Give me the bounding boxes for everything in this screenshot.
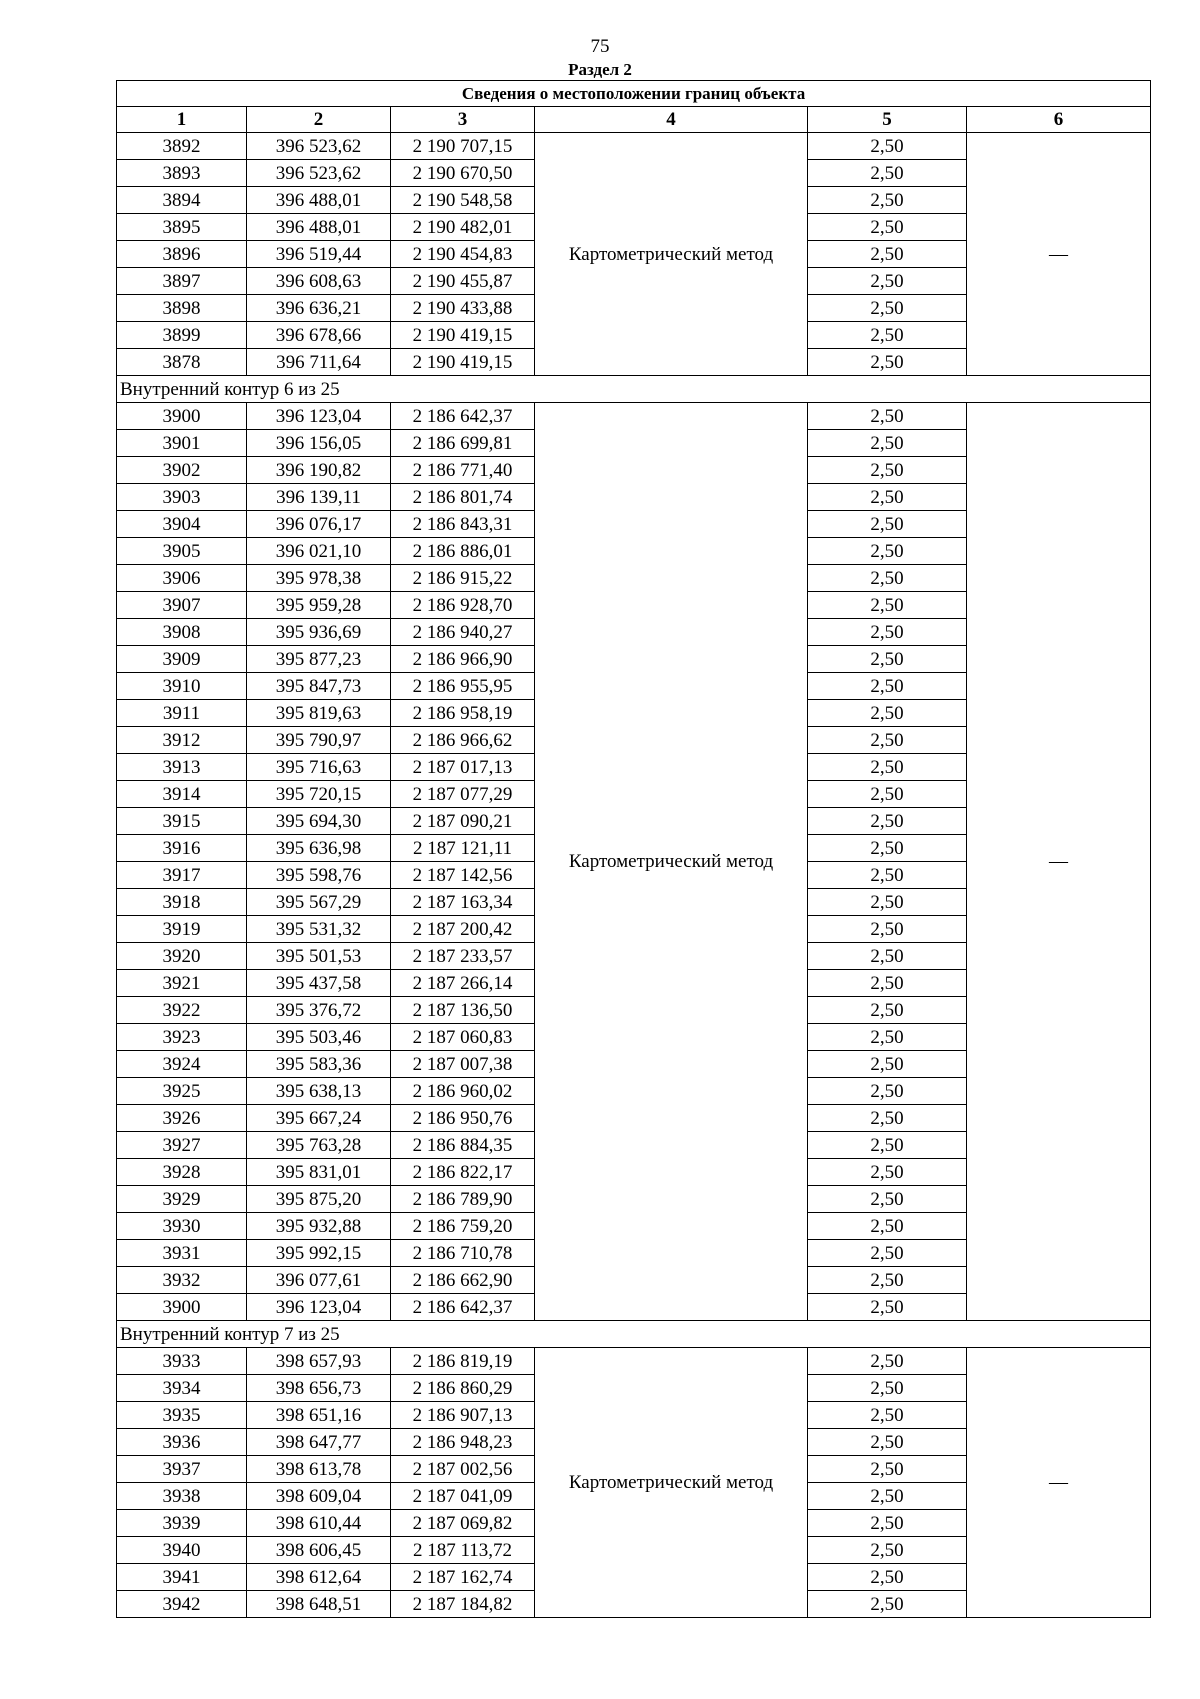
coordinate-x: 395 932,88 [247, 1213, 391, 1240]
point-number: 3909 [117, 646, 247, 673]
coordinate-y: 2 190 670,50 [391, 160, 535, 187]
method-cell: Картометрический метод [535, 133, 808, 376]
coordinate-x: 396 523,62 [247, 133, 391, 160]
point-number: 3899 [117, 322, 247, 349]
point-number: 3920 [117, 943, 247, 970]
coordinate-x: 398 657,93 [247, 1348, 391, 1375]
coordinate-x: 396 123,04 [247, 403, 391, 430]
coordinate-y: 2 187 136,50 [391, 997, 535, 1024]
coordinate-y: 2 186 819,19 [391, 1348, 535, 1375]
point-number: 3915 [117, 808, 247, 835]
coordinate-x: 395 667,24 [247, 1105, 391, 1132]
method-cell: Картометрический метод [535, 1348, 808, 1618]
coordinate-y: 2 186 801,74 [391, 484, 535, 511]
coordinate-x: 396 139,11 [247, 484, 391, 511]
contour-label: Внутренний контур 7 из 25 [117, 1321, 1151, 1348]
accuracy-value: 2,50 [808, 160, 967, 187]
coordinate-y: 2 190 548,58 [391, 187, 535, 214]
coordinate-x: 398 612,64 [247, 1564, 391, 1591]
point-number: 3932 [117, 1267, 247, 1294]
point-number: 3894 [117, 187, 247, 214]
point-number: 3931 [117, 1240, 247, 1267]
coordinate-x: 396 678,66 [247, 322, 391, 349]
accuracy-value: 2,50 [808, 1294, 967, 1321]
point-number: 3935 [117, 1402, 247, 1429]
accuracy-value: 2,50 [808, 1537, 967, 1564]
coordinate-x: 396 711,64 [247, 349, 391, 376]
coordinate-x: 395 959,28 [247, 592, 391, 619]
column-header-4: 4 [535, 107, 808, 133]
accuracy-value: 2,50 [808, 1402, 967, 1429]
point-number: 3907 [117, 592, 247, 619]
coordinate-y: 2 186 642,37 [391, 403, 535, 430]
coordinate-y: 2 187 233,57 [391, 943, 535, 970]
accuracy-value: 2,50 [808, 511, 967, 538]
coordinate-y: 2 190 433,88 [391, 295, 535, 322]
point-number: 3900 [117, 403, 247, 430]
coordinate-x: 398 606,45 [247, 1537, 391, 1564]
coordinate-y: 2 186 642,37 [391, 1294, 535, 1321]
coordinate-y: 2 187 163,34 [391, 889, 535, 916]
point-number: 3904 [117, 511, 247, 538]
point-number: 3913 [117, 754, 247, 781]
point-number: 3927 [117, 1132, 247, 1159]
column-header-5: 5 [808, 107, 967, 133]
coordinate-x: 398 656,73 [247, 1375, 391, 1402]
coordinate-y: 2 187 090,21 [391, 808, 535, 835]
accuracy-value: 2,50 [808, 700, 967, 727]
accuracy-value: 2,50 [808, 1456, 967, 1483]
accuracy-value: 2,50 [808, 943, 967, 970]
accuracy-value: 2,50 [808, 1267, 967, 1294]
coordinate-y: 2 187 200,42 [391, 916, 535, 943]
point-number: 3896 [117, 241, 247, 268]
point-number: 3921 [117, 970, 247, 997]
table-row [117, 1348, 1151, 1375]
coordinate-x: 396 636,21 [247, 295, 391, 322]
coordinate-x: 395 503,46 [247, 1024, 391, 1051]
coordinate-x: 395 720,15 [247, 781, 391, 808]
coordinate-y: 2 186 966,62 [391, 727, 535, 754]
coordinate-x: 395 877,23 [247, 646, 391, 673]
point-number: 3908 [117, 619, 247, 646]
coordinate-y: 2 186 662,90 [391, 1267, 535, 1294]
coordinate-y: 2 186 955,95 [391, 673, 535, 700]
coordinate-x: 395 583,36 [247, 1051, 391, 1078]
point-number: 3942 [117, 1591, 247, 1618]
accuracy-value: 2,50 [808, 997, 967, 1024]
accuracy-value: 2,50 [808, 1186, 967, 1213]
point-number: 3919 [117, 916, 247, 943]
accuracy-value: 2,50 [808, 430, 967, 457]
coordinate-x: 395 978,38 [247, 565, 391, 592]
coordinate-x: 395 531,32 [247, 916, 391, 943]
column-header-2: 2 [247, 107, 391, 133]
accuracy-value: 2,50 [808, 1429, 967, 1456]
point-number: 3918 [117, 889, 247, 916]
coordinate-y: 2 186 884,35 [391, 1132, 535, 1159]
point-number: 3900 [117, 1294, 247, 1321]
point-number: 3923 [117, 1024, 247, 1051]
accuracy-value: 2,50 [808, 538, 967, 565]
coordinate-x: 395 790,97 [247, 727, 391, 754]
coordinate-y: 2 187 162,74 [391, 1564, 535, 1591]
coordinate-y: 2 190 454,83 [391, 241, 535, 268]
coordinate-y: 2 186 771,40 [391, 457, 535, 484]
accuracy-value: 2,50 [808, 889, 967, 916]
coordinate-x: 398 610,44 [247, 1510, 391, 1537]
point-number: 3895 [117, 214, 247, 241]
boundary-coordinates-table [116, 80, 1151, 1618]
coordinate-x: 395 875,20 [247, 1186, 391, 1213]
coordinate-y: 2 186 843,31 [391, 511, 535, 538]
coordinate-x: 395 831,01 [247, 1159, 391, 1186]
coordinate-y: 2 190 455,87 [391, 268, 535, 295]
accuracy-value: 2,50 [808, 835, 967, 862]
accuracy-value: 2,50 [808, 1051, 967, 1078]
coordinate-y: 2 186 958,19 [391, 700, 535, 727]
point-number: 3926 [117, 1105, 247, 1132]
accuracy-value: 2,50 [808, 1510, 967, 1537]
point-number: 3901 [117, 430, 247, 457]
coordinate-y: 2 187 041,09 [391, 1483, 535, 1510]
coordinate-y: 2 186 860,29 [391, 1375, 535, 1402]
point-number: 3906 [117, 565, 247, 592]
accuracy-value: 2,50 [808, 322, 967, 349]
point-number: 3912 [117, 727, 247, 754]
coordinate-y: 2 187 142,56 [391, 862, 535, 889]
section-title: Раздел 2 [568, 60, 632, 79]
point-number: 3903 [117, 484, 247, 511]
coordinate-y: 2 190 482,01 [391, 214, 535, 241]
coordinate-x: 395 636,98 [247, 835, 391, 862]
column-header-6: 6 [967, 107, 1151, 133]
coordinate-y: 2 186 699,81 [391, 430, 535, 457]
coordinate-y: 2 190 419,15 [391, 349, 535, 376]
point-number: 3924 [117, 1051, 247, 1078]
coordinate-y: 2 187 184,82 [391, 1591, 535, 1618]
coordinate-x: 396 076,17 [247, 511, 391, 538]
coordinate-x: 396 156,05 [247, 430, 391, 457]
page-number: 75 [590, 36, 610, 57]
accuracy-value: 2,50 [808, 1024, 967, 1051]
coordinate-y: 2 186 789,90 [391, 1186, 535, 1213]
accuracy-value: 2,50 [808, 673, 967, 700]
accuracy-value: 2,50 [808, 1591, 967, 1618]
accuracy-value: 2,50 [808, 646, 967, 673]
coordinate-x: 395 819,63 [247, 700, 391, 727]
point-number: 3916 [117, 835, 247, 862]
contour-label: Внутренний контур 6 из 25 [117, 376, 1151, 403]
coordinate-x: 398 647,77 [247, 1429, 391, 1456]
accuracy-value: 2,50 [808, 403, 967, 430]
point-number: 3930 [117, 1213, 247, 1240]
coordinate-x: 395 716,63 [247, 754, 391, 781]
coordinate-y: 2 186 960,02 [391, 1078, 535, 1105]
coordinate-y: 2 186 928,70 [391, 592, 535, 619]
accuracy-value: 2,50 [808, 1375, 967, 1402]
coordinate-y: 2 186 710,78 [391, 1240, 535, 1267]
coordinate-x: 398 651,16 [247, 1402, 391, 1429]
accuracy-value: 2,50 [808, 457, 967, 484]
coordinate-x: 396 523,62 [247, 160, 391, 187]
coordinate-x: 395 638,13 [247, 1078, 391, 1105]
coordinate-y: 2 187 121,11 [391, 835, 535, 862]
point-number: 3893 [117, 160, 247, 187]
coordinate-x: 395 376,72 [247, 997, 391, 1024]
coordinate-x: 395 763,28 [247, 1132, 391, 1159]
coordinate-y: 2 186 907,13 [391, 1402, 535, 1429]
method-cell: Картометрический метод [535, 403, 808, 1321]
point-number: 3878 [117, 349, 247, 376]
accuracy-value: 2,50 [808, 349, 967, 376]
accuracy-value: 2,50 [808, 754, 967, 781]
accuracy-value: 2,50 [808, 1348, 967, 1375]
coordinate-x: 398 609,04 [247, 1483, 391, 1510]
coordinate-x: 396 190,82 [247, 457, 391, 484]
point-number: 3914 [117, 781, 247, 808]
accuracy-value: 2,50 [808, 781, 967, 808]
column-header-row [117, 107, 1151, 133]
table-row [117, 133, 1151, 160]
column-header-1: 1 [117, 107, 247, 133]
coordinate-y: 2 186 948,23 [391, 1429, 535, 1456]
accuracy-value: 2,50 [808, 619, 967, 646]
contour-header-row [117, 1321, 1151, 1348]
coordinate-x: 395 694,30 [247, 808, 391, 835]
coordinate-y: 2 186 966,90 [391, 646, 535, 673]
accuracy-value: 2,50 [808, 970, 967, 997]
column-6-dash: — [967, 403, 1151, 1321]
accuracy-value: 2,50 [808, 916, 967, 943]
coordinate-x: 396 608,63 [247, 268, 391, 295]
table-body [117, 81, 1151, 1618]
coordinate-x: 396 488,01 [247, 214, 391, 241]
point-number: 3922 [117, 997, 247, 1024]
point-number: 3939 [117, 1510, 247, 1537]
point-number: 3934 [117, 1375, 247, 1402]
point-number: 3902 [117, 457, 247, 484]
column-6-dash: — [967, 1348, 1151, 1618]
table-title-row [117, 81, 1151, 107]
accuracy-value: 2,50 [808, 592, 967, 619]
table-row [117, 403, 1151, 430]
accuracy-value: 2,50 [808, 295, 967, 322]
coordinate-x: 398 613,78 [247, 1456, 391, 1483]
coordinate-x: 396 123,04 [247, 1294, 391, 1321]
coordinate-y: 2 187 017,13 [391, 754, 535, 781]
point-number: 3925 [117, 1078, 247, 1105]
accuracy-value: 2,50 [808, 1213, 967, 1240]
point-number: 3928 [117, 1159, 247, 1186]
coordinate-x: 395 598,76 [247, 862, 391, 889]
point-number: 3929 [117, 1186, 247, 1213]
accuracy-value: 2,50 [808, 241, 967, 268]
coordinate-x: 396 077,61 [247, 1267, 391, 1294]
point-number: 3911 [117, 700, 247, 727]
coordinate-y: 2 187 007,38 [391, 1051, 535, 1078]
accuracy-value: 2,50 [808, 565, 967, 592]
coordinate-x: 395 847,73 [247, 673, 391, 700]
coordinate-x: 395 567,29 [247, 889, 391, 916]
point-number: 3941 [117, 1564, 247, 1591]
point-number: 3905 [117, 538, 247, 565]
coordinate-y: 2 187 077,29 [391, 781, 535, 808]
coordinate-y: 2 187 113,72 [391, 1537, 535, 1564]
coordinate-x: 395 936,69 [247, 619, 391, 646]
coordinate-x: 396 488,01 [247, 187, 391, 214]
coordinate-x: 396 519,44 [247, 241, 391, 268]
contour-header-row [117, 376, 1151, 403]
accuracy-value: 2,50 [808, 187, 967, 214]
point-number: 3938 [117, 1483, 247, 1510]
coordinate-x: 395 501,53 [247, 943, 391, 970]
point-number: 3898 [117, 295, 247, 322]
coordinate-y: 2 187 002,56 [391, 1456, 535, 1483]
point-number: 3940 [117, 1537, 247, 1564]
accuracy-value: 2,50 [808, 1564, 967, 1591]
accuracy-value: 2,50 [808, 1159, 967, 1186]
accuracy-value: 2,50 [808, 214, 967, 241]
coordinate-x: 396 021,10 [247, 538, 391, 565]
accuracy-value: 2,50 [808, 268, 967, 295]
coordinate-y: 2 186 940,27 [391, 619, 535, 646]
accuracy-value: 2,50 [808, 1105, 967, 1132]
column-header-3: 3 [391, 107, 535, 133]
point-number: 3933 [117, 1348, 247, 1375]
accuracy-value: 2,50 [808, 1240, 967, 1267]
accuracy-value: 2,50 [808, 133, 967, 160]
table-title: Сведения о местоположении границ объекта [117, 81, 1151, 107]
coordinate-y: 2 187 266,14 [391, 970, 535, 997]
coordinate-x: 395 992,15 [247, 1240, 391, 1267]
coordinate-y: 2 190 707,15 [391, 133, 535, 160]
point-number: 3917 [117, 862, 247, 889]
coordinate-y: 2 186 886,01 [391, 538, 535, 565]
accuracy-value: 2,50 [808, 1132, 967, 1159]
coordinate-y: 2 186 759,20 [391, 1213, 535, 1240]
point-number: 3937 [117, 1456, 247, 1483]
coordinate-y: 2 186 950,76 [391, 1105, 535, 1132]
accuracy-value: 2,50 [808, 484, 967, 511]
coordinate-x: 395 437,58 [247, 970, 391, 997]
column-6-dash: — [967, 133, 1151, 376]
coordinate-y: 2 187 069,82 [391, 1510, 535, 1537]
accuracy-value: 2,50 [808, 1078, 967, 1105]
coordinate-x: 398 648,51 [247, 1591, 391, 1618]
coordinate-y: 2 190 419,15 [391, 322, 535, 349]
accuracy-value: 2,50 [808, 862, 967, 889]
point-number: 3936 [117, 1429, 247, 1456]
point-number: 3897 [117, 268, 247, 295]
coordinate-y: 2 187 060,83 [391, 1024, 535, 1051]
accuracy-value: 2,50 [808, 1483, 967, 1510]
accuracy-value: 2,50 [808, 808, 967, 835]
accuracy-value: 2,50 [808, 727, 967, 754]
point-number: 3892 [117, 133, 247, 160]
coordinate-y: 2 186 822,17 [391, 1159, 535, 1186]
point-number: 3910 [117, 673, 247, 700]
coordinate-y: 2 186 915,22 [391, 565, 535, 592]
